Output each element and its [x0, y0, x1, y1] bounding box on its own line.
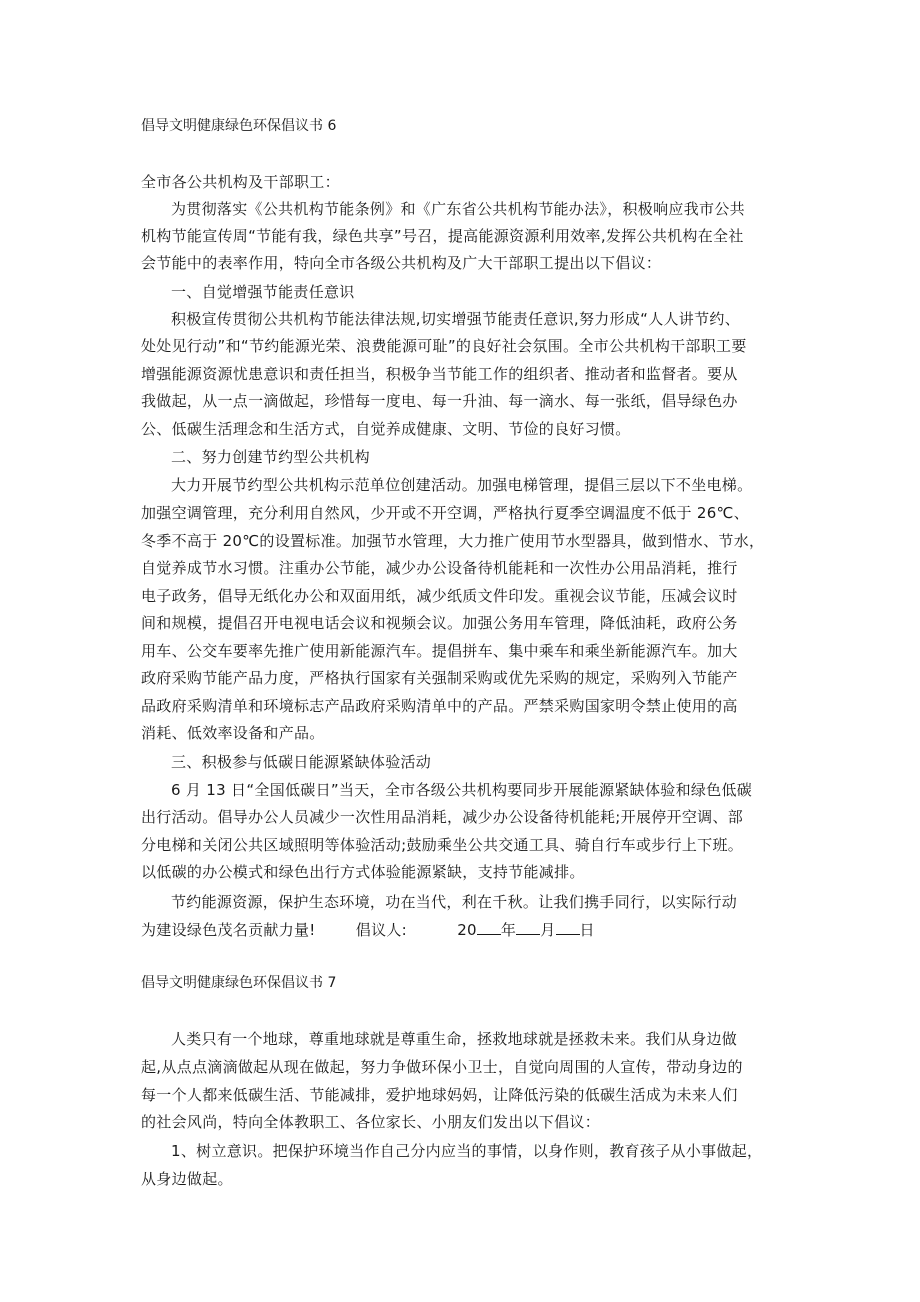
paragraph-line: 品政府采购清单和环境标志产品政府采购清单中的产品。严禁采购国家明令禁止使用的高 [141, 697, 738, 715]
section-6-title: 倡导文明健康绿色环保倡议书 6 [141, 118, 337, 134]
paragraph-line: 积极宣传贯彻公共机构节能法律法规,切实增强节能责任意识,努力形成“人人讲节约、 [171, 310, 741, 328]
paragraph-line: 公、低碳生活理念和生活方式，自觉养成健康、文明、节俭的良好习惯。 [141, 420, 631, 438]
closing-line: 节约能源资源，保护生态环境，功在当代，利在千秋。让我们携手同行，以实际行动 [171, 893, 738, 911]
paragraph-line: 消耗、低效率设备和产品。 [141, 724, 325, 742]
paragraph-line: 我做起，从一点一滴做起，珍惜每一度电、每一升油、每一滴水、每一张纸，倡导绿色办 [141, 392, 738, 410]
date-blank [516, 918, 540, 935]
paragraph-line: 以低碳的办公模式和绿色出行方式体验能源紧缺，支持节能减排。 [141, 863, 585, 881]
paragraph-line: 间和规模，提倡召开电视电话会议和视频会议。加强公务用车管理，降低油耗，政府公务 [141, 614, 738, 632]
paragraph-line: 处处见行动”和“节约能源光荣、浪费能源可耻”的良好社会氛围。全市公共机构干部职工要 [141, 337, 747, 355]
item-1-line: 1、树立意识。把保护环境当作自己分内应当的事情，以身作则，教育孩子从小事做起， [171, 1142, 763, 1160]
signer-label: 倡议人: [355, 921, 408, 939]
intro-line: 的社会风尚，特向全体教职工、各位家长、小朋友们发出以下倡议： [141, 1113, 601, 1131]
date-blank [556, 918, 580, 935]
paragraph-line: 冬季不高于 20℃的设置标准。加强节水管理，大力推广使用节水型器具，做到惜水、节水， [141, 532, 765, 550]
paragraph-line: 自觉养成节水习惯。注重办公节能，减少办公设备待机能耗和一次性办公用品消耗，推行 [141, 559, 738, 577]
intro-line: 每一个人都来低碳生活、节能减排，爱护地球妈妈，让降低污染的低碳生活成为未来人们 [141, 1086, 738, 1104]
paragraph-line: 电子政务，倡导无纸化办公和双面用纸，减少纸质文件印发。重视会议节能，压减会议时 [141, 587, 738, 605]
paragraph-line: 加强空调管理，充分利用自然风，少开或不开空调，严格执行夏季空调温度不低于 26℃、 [141, 504, 750, 522]
intro-line: 机构节能宣传周“节能有我，绿色共享”号召，提高能源资源利用效率,发挥公共机构在全社 [141, 227, 744, 245]
paragraph-line: 用车、公交车要率先推广使用新能源汽车。提倡拼车、集中乘车和乘坐新能源汽车。加大 [141, 642, 738, 660]
date-year: 20 [457, 921, 477, 939]
closing-line-2 [141, 918, 595, 941]
intro-line: 人类只有一个地球，尊重地球就是尊重生命，拯救地球就是拯救未来。我们从身边做 [171, 1030, 738, 1048]
paragraph-line: 出行活动。倡导办公人员减少一次性用品消耗，减少办公设备待机能耗;开展停开空调、部 [141, 808, 744, 826]
date-month-label: 月 [540, 921, 556, 939]
paragraph-line: 增强能源资源忧患意识和责任担当，积极争当节能工作的组织者、推动者和监督者。要从 [141, 365, 738, 383]
intro-line: 起,从点点滴滴做起从现在做起，努力争做环保小卫士，自觉向周围的人宣传，带动身边的 [141, 1058, 743, 1076]
heading-1: 一、自觉增强节能责任意识 [171, 283, 355, 301]
intro-line: 会节能中的表率作用，特向全市各级公共机构及广大干部职工提出以下倡议： [141, 254, 662, 272]
salutation: 全市各公共机构及干部职工： [141, 173, 340, 191]
intro-line: 为贯彻落实《公共机构节能条例》和《广东省公共机构节能办法》，积极响应我市公共 [171, 200, 745, 218]
paragraph-line: 6 月 13 日“全国低碳日”当天，全市各级公共机构要同步开展能源紧缺体验和绿色低碳 [171, 781, 753, 799]
closing-text: 为建设绿色茂名贡献力量! [141, 921, 316, 939]
heading-2: 二、努力创建节约型公共机构 [171, 448, 370, 466]
section-7-title: 倡导文明健康绿色环保倡议书 7 [141, 975, 337, 991]
date-blank [477, 918, 501, 935]
paragraph-line: 分电梯和关闭公共区域照明等体验活动;鼓励乘坐公共交通工具、骑自行车或步行上下班。 [141, 836, 744, 854]
paragraph-line: 政府采购节能产品力度，严格执行国家有关强制采购或优先采购的规定，采购列入节能产 [141, 669, 738, 687]
date-year-label: 年 [500, 921, 517, 939]
heading-3: 三、积极参与低碳日能源紧缺体验活动 [171, 753, 432, 771]
item-1-line: 从身边做起。 [141, 1170, 233, 1188]
paragraph-line: 大力开展节约型公共机构示范单位创建活动。加强电梯管理，提倡三层以下不坐电梯。 [171, 476, 753, 494]
date-day-label: 日 [579, 921, 595, 939]
